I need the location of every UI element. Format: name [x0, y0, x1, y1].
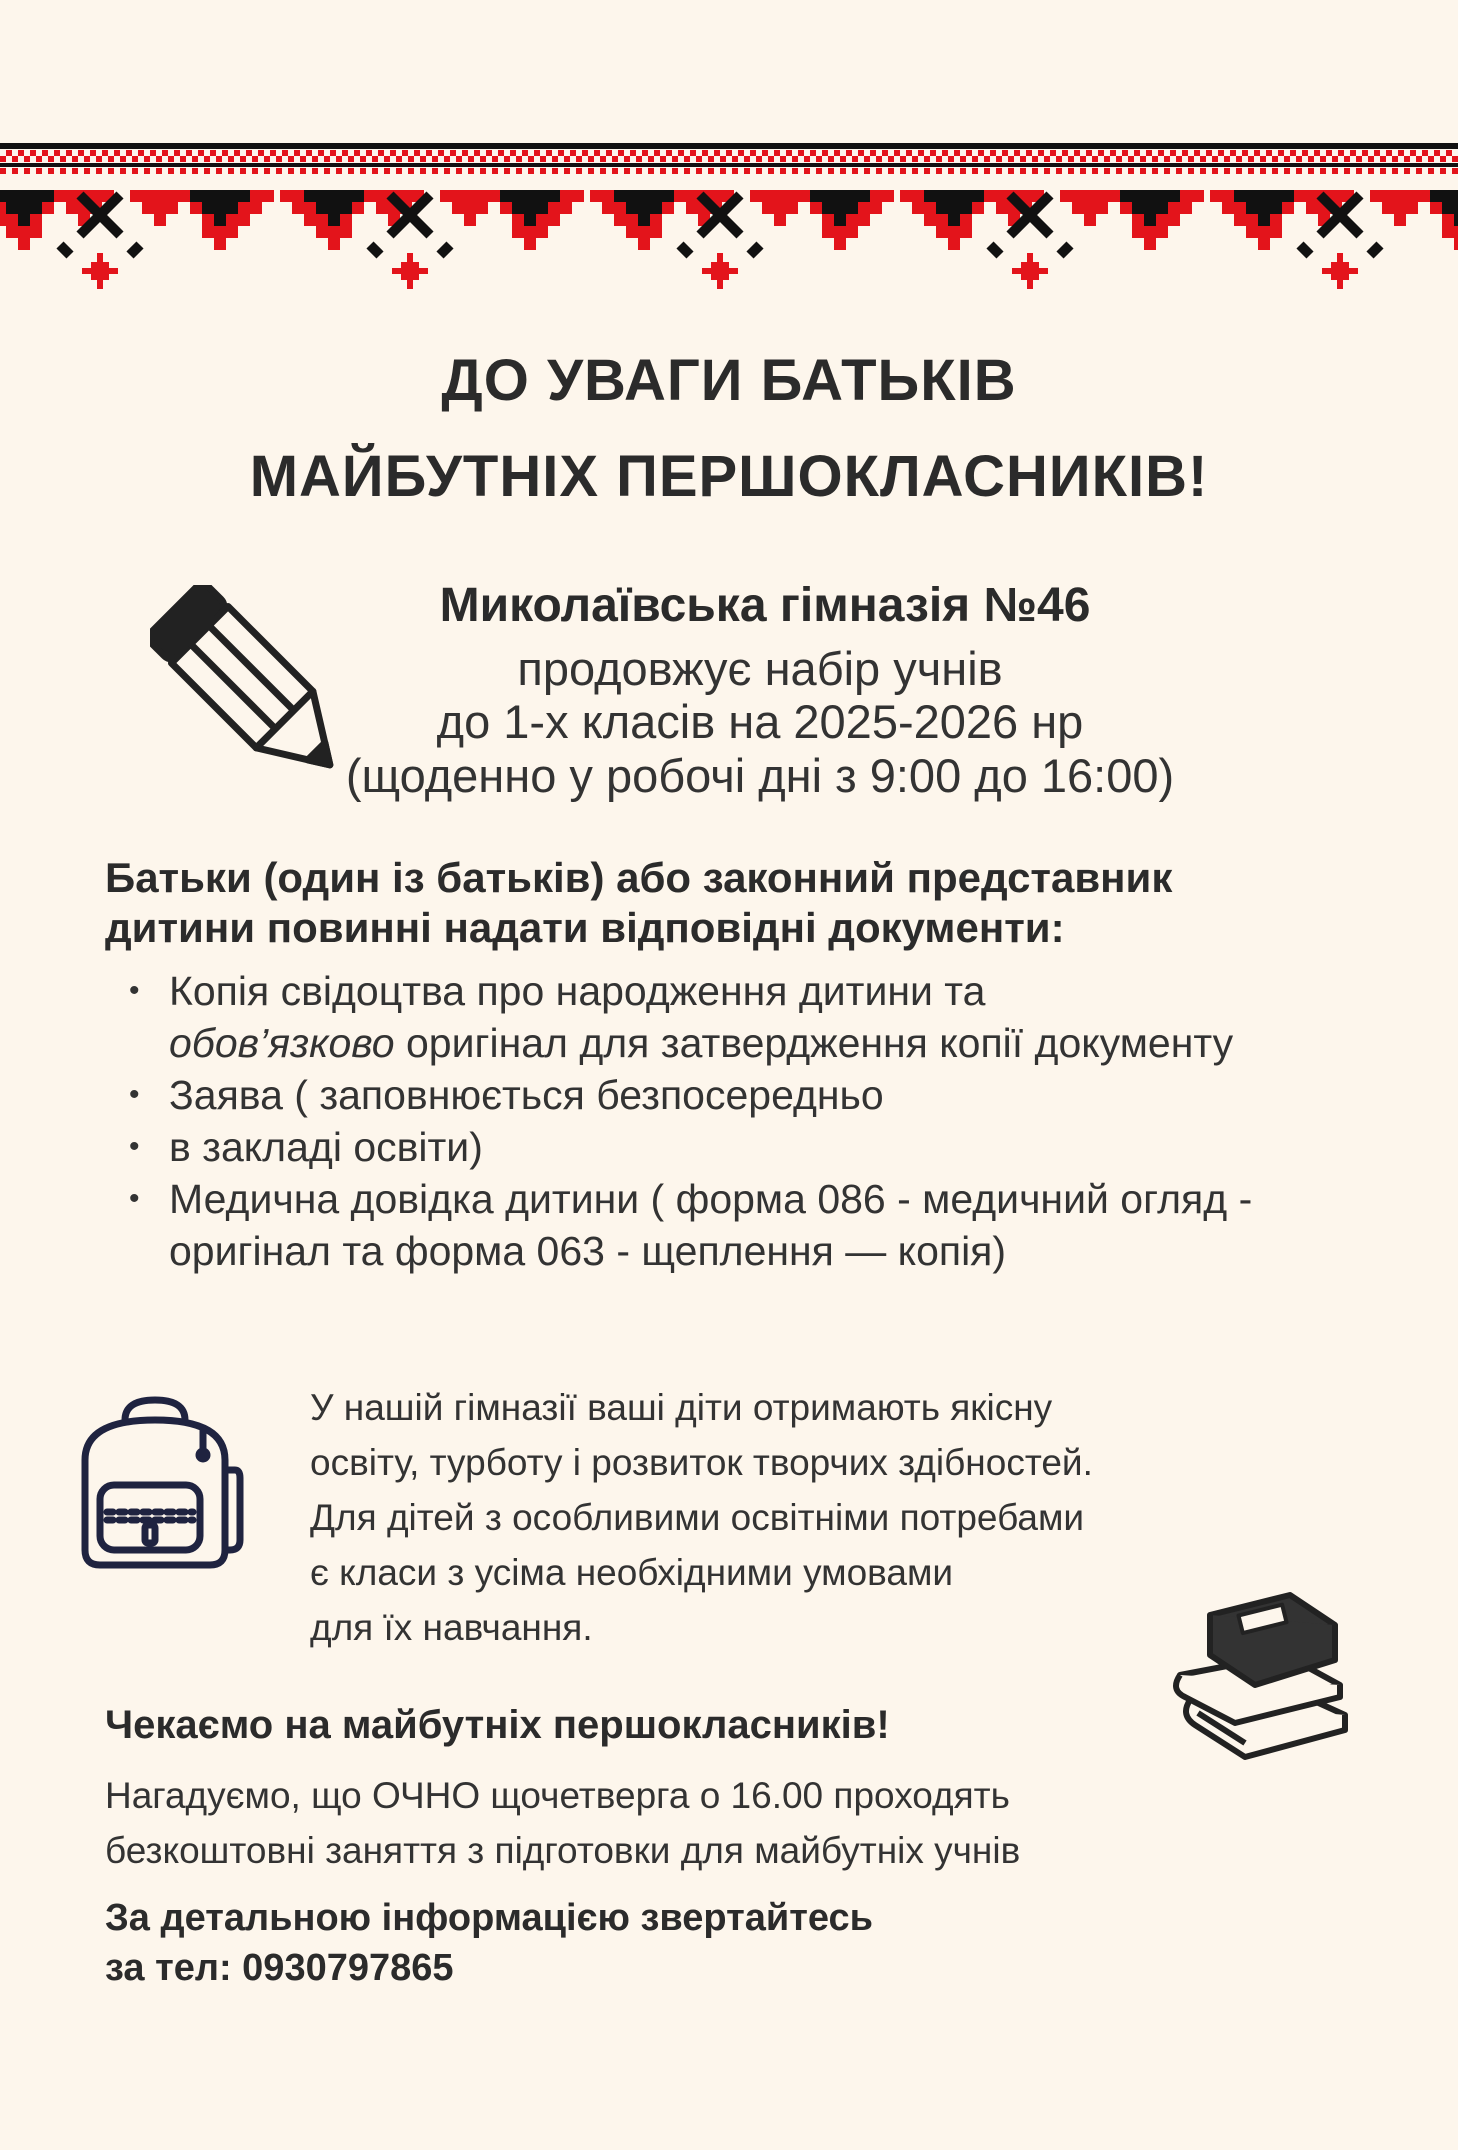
requirements-heading-line-2: дитини повинні надати відповідні документи: [105, 904, 1065, 951]
school-hours: (щоденно у робочі дні з 9:00 до 16:00) [345, 749, 1175, 802]
requirements-heading-line-1: Батьки (один із батьків) або законний представник [105, 854, 1173, 901]
backpack-icon [55, 1390, 245, 1580]
embroidery-ornament [0, 0, 1458, 300]
documents-list [125, 965, 1365, 1277]
list-item: • Заява ( заповнюється безпосередньо [125, 1069, 1365, 1121]
about-line-3: Для дітей з особливими освітніми потребами [310, 1497, 1085, 1538]
emphasis-text: обов’язково [169, 1020, 395, 1066]
closing-heading: Чекаємо на майбутніх першокласників! [105, 1703, 890, 1747]
about-line-2: освіту, турботу і розвиток творчих здібностей. [310, 1442, 1093, 1483]
contact-phone: за тел: 0930797865 [105, 1947, 454, 1989]
page-title-line-1: ДО УВАГИ БАТЬКІВ [441, 348, 1017, 413]
list-item: • Медична довідка дитини ( форма 086 - медичний огляд - оригінал та форма 063 - щеплення — копія) [125, 1173, 1319, 1277]
page-title-line-2: МАЙБУТНІХ ПЕРШОКЛАСНИКІВ! [249, 444, 1209, 509]
school-name: Миколаївська гімназія №46 [439, 579, 1091, 632]
list-item: • в закладі освіти) [125, 1121, 1365, 1173]
list-item: • Копія свідоцтва про народження дитини та обов’язково оригінал для затвердження копії документу [125, 965, 1365, 1069]
school-info-line-1: продовжує набір учнів [517, 642, 1003, 695]
about-line-1: У нашій гімназії ваші діти отримають якісну [310, 1387, 1053, 1428]
about-line-5: для їх навчання. [310, 1607, 593, 1648]
contact-line-1: За детальною інформацією звертайтесь [105, 1897, 873, 1939]
reminder-line-1: Нагадуємо, що ОЧНО щочетверга о 16.00 проходять [105, 1775, 1010, 1816]
reminder-line-2: безкоштовні заняття з підготовки для майбутніх учнів [105, 1830, 1021, 1871]
about-line-4: є класи з усіма необхідними умовами [310, 1552, 954, 1593]
school-info-line-2: до 1-х класів на 2025-2026 нр [436, 695, 1084, 748]
